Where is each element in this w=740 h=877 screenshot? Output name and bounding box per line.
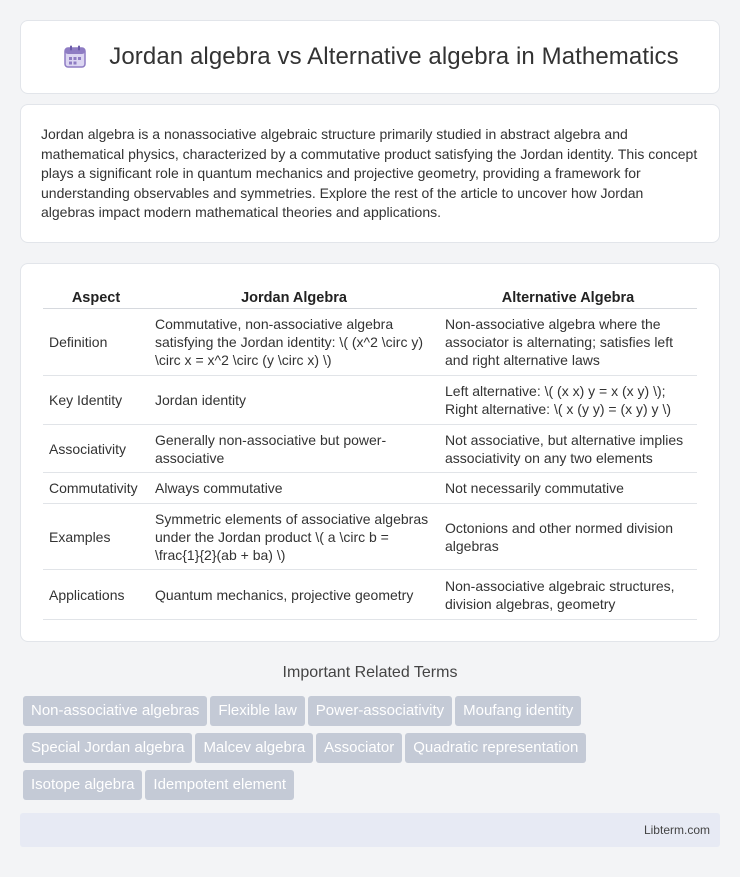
- table-row: [43, 425, 697, 473]
- related-terms-title: Important Related Terms: [282, 664, 458, 681]
- table-row: [43, 473, 697, 504]
- related-term-tag[interactable]: Associator: [316, 733, 402, 763]
- cell-jordan: Commutative, non-associative algebra satisfying the Jordan identity: \( (x^2 \circ y) \circ x = x^2 \circ (y \circ x) \): [149, 309, 439, 376]
- table-header-row: [43, 286, 697, 309]
- related-term-tag[interactable]: Moufang identity: [455, 696, 581, 726]
- footer-site-link[interactable]: Libterm.com: [643, 823, 710, 837]
- related-term-tag[interactable]: Flexible law: [210, 696, 304, 726]
- related-terms-list: [23, 696, 723, 807]
- table-row: [43, 309, 697, 376]
- related-term-tag[interactable]: Isotope algebra: [23, 770, 142, 800]
- header-alternative: Alternative Algebra: [439, 286, 697, 309]
- cell-jordan: Always commutative: [149, 473, 439, 504]
- cell-aspect: Associativity: [43, 425, 149, 473]
- cell-alternative: Left alternative: \( (x x) y = x (x y) \); Right alternative: \( x (y y) = (x y) y \): [439, 376, 697, 425]
- table-row: [43, 376, 697, 425]
- cell-alternative: Non-associative algebraic structures, division algebras, geometry: [439, 570, 697, 620]
- cell-alternative: Octonions and other normed division algebras: [439, 504, 697, 570]
- related-term-tag[interactable]: Non-associative algebras: [23, 696, 207, 726]
- header-jordan: Jordan Algebra: [149, 286, 439, 309]
- cell-jordan: Generally non-associative but power-associative: [149, 425, 439, 473]
- cell-aspect: Examples: [43, 504, 149, 570]
- intro-card: [20, 104, 720, 243]
- related-term-tag[interactable]: Special Jordan algebra: [23, 733, 192, 763]
- related-term-tag[interactable]: Idempotent element: [145, 770, 294, 800]
- cell-aspect: Commutativity: [43, 473, 149, 504]
- cell-jordan: Quantum mechanics, projective geometry: [149, 570, 439, 620]
- cell-jordan: Jordan identity: [149, 376, 439, 425]
- intro-text: Jordan algebra is a nonassociative algebraic structure primarily studied in abstract algebra and mathematical physics, characterized by a commutative product satisfying the Jordan identity. This concept plays a significant role in quantum mechanics and projective geometry, providing a framework for understanding observables and symmetries. Explore the rest of the article to uncover how Jordan algebras impact modern mathematical theories and applications.: [41, 126, 698, 220]
- header-aspect: Aspect: [43, 286, 149, 309]
- cell-alternative: Non-associative algebra where the associator is alternating; satisfies left and right alternative laws: [439, 309, 697, 376]
- cell-jordan: Symmetric elements of associative algebras under the Jordan product \( a \circ b = \frac{1}{2}(ab + ba) \): [149, 504, 439, 570]
- page-title: Jordan algebra vs Alternative algebra in Mathematics: [109, 43, 679, 70]
- cell-aspect: Definition: [43, 309, 149, 376]
- related-term-tag[interactable]: Malcev algebra: [195, 733, 313, 763]
- cell-aspect: Key Identity: [43, 376, 149, 425]
- table-row: [43, 570, 697, 620]
- footer: [20, 813, 720, 847]
- title-card: [20, 20, 720, 94]
- related-term-tag[interactable]: Power-associativity: [308, 696, 452, 726]
- cell-alternative: Not associative, but alternative implies associativity on any two elements: [439, 425, 697, 473]
- comparison-table: [43, 286, 697, 620]
- cell-aspect: Applications: [43, 570, 149, 620]
- cell-alternative: Not necessarily commutative: [439, 473, 697, 504]
- table-row: [43, 504, 697, 570]
- calendar-icon: [61, 43, 89, 71]
- comparison-card: [20, 263, 720, 642]
- related-term-tag[interactable]: Quadratic representation: [405, 733, 586, 763]
